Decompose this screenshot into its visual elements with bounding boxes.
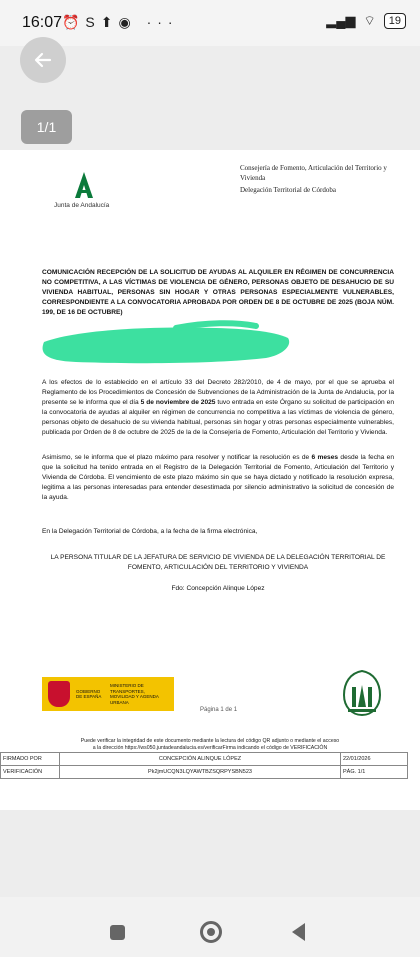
page-number: Página 1 de 1 — [200, 707, 238, 713]
junta-logo-icon — [69, 170, 99, 200]
back-button[interactable] — [20, 37, 66, 83]
gobierno-text: GOBIERNO DE ESPAÑA — [76, 688, 102, 699]
arrow-left-icon — [33, 50, 53, 70]
table-row — [1, 766, 408, 779]
paragraph-1-text-a: A los efectos de lo establecido en el artículo 33 del Decreto 282/2010, de 4 de mayo, por el que se aprueba el Reglamento de los Procedimientos de Concesión de Subvenciones de la Administración de la Junta de Andalucía, por la presente se le informa que el día — [42, 379, 394, 406]
home-button[interactable] — [200, 921, 222, 943]
paragraph-2-text-a: Asimismo, se le informa que el plazo máximo para resolver y notificar la resolución es de — [42, 454, 312, 461]
delegation-name: Delegación Territorial de Córdoba — [240, 186, 336, 194]
header-department-block — [240, 163, 400, 195]
signed-date: 22/01/2026 — [341, 753, 408, 766]
system-back-button[interactable] — [292, 923, 305, 941]
signal-icon: ▂▄▆ — [326, 13, 356, 28]
paragraph-1-text-b: tuvo entrada en este Órgano su solicitud de participación en la convocatoria de ayudas al alquiler en régimen de concurrencia no competitiva a las víctimas de violencia de género, personas objeto de desahucio de su vivienda habitual, personas sin hogar y otras personas especialmente vulnerables, publicada por Orden de 8 de octubre de 2025 de la de la Consejería de Fomento, Articulación del Territorio y Vivienda. — [42, 399, 394, 436]
department-name: Consejería de Fomento, Articulación del Territorio y Vivienda — [240, 164, 387, 182]
table-row — [1, 753, 408, 766]
paragraph-2 — [42, 453, 394, 503]
signature-table — [0, 752, 408, 779]
ministerio-text: MINISTERIO DE TRANSPORTES, MOVILIDAD Y AGENDA URBANA — [110, 683, 159, 705]
battery-icon: 19 — [384, 13, 406, 29]
spain-shield-icon — [48, 681, 70, 707]
notification-icons: ⏰S⬆◉ ··· — [62, 14, 179, 30]
recent-apps-button[interactable] — [110, 925, 125, 940]
deadline-period: 6 meses — [311, 454, 339, 461]
paragraph-1 — [42, 378, 394, 438]
junta-andalucia-logo — [54, 170, 124, 209]
verification-label: VERIFICACIÓN — [1, 766, 60, 779]
verification-code: Pk2jmUCQN3LQYAWTBZSQRPYSBN523 — [60, 766, 341, 779]
redaction-mark — [36, 320, 296, 366]
logo-text: Junta de Andalucía — [54, 202, 110, 209]
paragraph-2-text-b: desde la fecha en que la solicitud ha tenido entrada en el Registro de la Delegación Territorial de Fomento, Articulación del Territorio y Vivienda de Córdoba. El vencimiento de este plazo máximo sin que se haya dictado y notificado la resolución expresa, legitima a las personas interesadas para entender desestimada por silencio administrativo la solicitud de concesión de la ayuda. — [42, 454, 395, 501]
gobierno-espana-logo — [42, 677, 174, 711]
signer-name: Fdo: Concepción Alinque López — [171, 585, 265, 592]
page-count: PÁG. 1/1 — [341, 766, 408, 779]
signer-role: LA PERSONA TITULAR DE LA JEFATURA DE SERVICIO DE VIVIENDA DE LA DELEGACIÓN TERRITORIAL DE FOMENTO, ARTICULACIÓN DEL TERRITORIO Y VIVIENDA — [50, 554, 386, 571]
signed-by-label: FIRMADO POR — [1, 753, 60, 766]
verification-note-line-2: a la dirección https://ws050.juntadeandalucia.es/verificarFirma indicando el código de VERIFICACIÓN — [92, 744, 328, 751]
submission-date: 5 de noviembre de 2025 — [140, 399, 216, 406]
status-bar — [0, 0, 420, 46]
verification-note-line-1: Puede verificar la integridad de este documento mediante la lectura del código QR adjunto o mediante el acceso — [80, 738, 340, 744]
signed-by-value: CONCEPCIÓN ALINQUE LÓPEZ — [60, 753, 341, 766]
page-indicator: 1/1 — [21, 110, 72, 144]
wifi-icon: ⌔ — [363, 13, 376, 28]
andalucia-seal-icon — [342, 669, 382, 717]
document-title: COMUNICACIÓN RECEPCIÓN DE LA SOLICITUD DE AYUDAS AL ALQUILER EN RÉGIMEN DE CONCURRENCIA NO COMPETITIVA, A LAS VÍCTIMAS DE VIOLENCIA DE GÉNERO, PERSONAS OBJETO DE DESAHUCIO DE SU VIVIENDA HABITUAL, PERSONAS SIN HOGAR Y OTRAS PERSONAS ESPECIALMENTE VULNERABLES, CORRESPONDIENTE A LA CONVOCATORIA APROBADA POR ORDEN DE 8 DE OCTUBRE DE 2025 (BOJA NÚM. 199, DE 16 DE OCTUBRE) — [42, 269, 394, 316]
status-time: 16:07 — [22, 14, 63, 31]
status-right — [326, 13, 406, 29]
paragraph-3: En la Delegación Territorial de Córdoba, a la fecha de la firma electrónica, — [42, 528, 258, 535]
verification-note — [0, 738, 420, 751]
